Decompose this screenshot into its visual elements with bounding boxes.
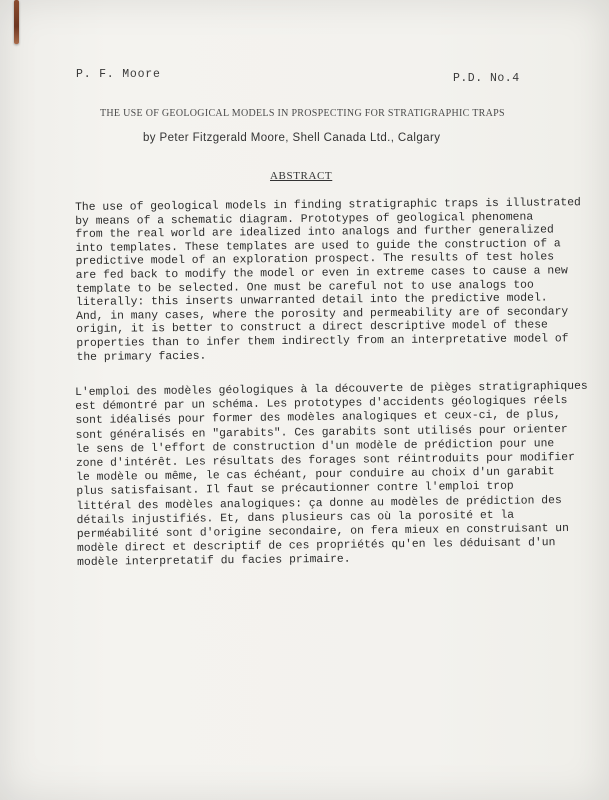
abstract-en-line: into templates. These templates are used to guide the construction of a xyxy=(75,238,561,255)
abstract-en-line: template to be selected. One must be careful not to use analogs too xyxy=(75,279,534,296)
abstract-en-line: predictive model of an exploration prospect. The results of test holes xyxy=(75,251,555,269)
abstract-en-line: literally: this inserts unwarranted detail into the predictive model. xyxy=(75,292,548,310)
abstract-en-line: properties than to infer them indirectly from an interpretative model of xyxy=(76,333,569,350)
abstract-en-line: by means of a schematic diagram. Prototypes of geological phenomena xyxy=(75,211,534,228)
byline: by Peter Fitzgerald Moore, Shell Canada Ltd., Calgary xyxy=(143,132,441,144)
abstract-fr-line: sont idéalisés pour former des modèles analogiques et ceux-ci, de plus, xyxy=(75,409,561,428)
abstract-en-line: The use of geological models in finding stratigraphic traps is illustrated xyxy=(75,197,581,214)
abstract-french xyxy=(75,380,590,571)
abstract-en-line: And, in many cases, where the porosity and permeability are of secondary xyxy=(76,306,569,323)
abstract-en-line: from the real world are idealized into analogs and further generalized xyxy=(75,224,554,242)
abstract-fr-line: L'emploi des modèles géologiques à la découverte de pièges stratigraphiques xyxy=(75,380,588,399)
abstract-fr-line: détails injustifiés. Et, dans plusieurs cas où la porosité et la xyxy=(76,509,515,527)
abstract-fr-line: perméabilité sont d'origine secondaire, on fera mieux en construisant un xyxy=(76,523,570,542)
abstract-english xyxy=(75,197,582,365)
abstract-fr-line: plus satisfaisant. Il faut se précautionner contre l'emploi trop xyxy=(76,481,514,499)
abstract-fr-line: littéral des modèles analogiques: ça donne au modèles de prédiction des xyxy=(76,494,562,513)
abstract-fr-line: le modèle ou même, le cas échéant, pour conduire au choix d'un garabit xyxy=(76,466,555,485)
abstract-heading: ABSTRACT xyxy=(270,170,333,182)
abstract-fr-line: modèle direct et descriptif de ces propriétés qu'en les déduisant d'un xyxy=(76,537,556,556)
abstract-en-line: origin, it is better to construct a direct descriptive model of these xyxy=(76,319,548,337)
abstract-en-line: the primary facies. xyxy=(76,350,207,364)
document-number: P.D. No.4 xyxy=(453,72,520,85)
paper-title: THE USE OF GEOLOGICAL MODELS IN PROSPECTING FOR STRATIGRAPHIC TRAPS xyxy=(100,108,505,119)
author-initials: P. F. Moore xyxy=(76,68,161,81)
abstract-fr-line: modèle interpretatif du facies primaire. xyxy=(77,554,351,570)
staple-mark xyxy=(14,0,19,44)
abstract-fr-line: sont généralisés en "garabits". Ces garabits sont utilisés pour orienter xyxy=(75,423,568,442)
abstract-en-line: are fed back to modify the model or even in extreme cases to cause a new xyxy=(75,265,568,282)
abstract-fr-line: est démontré par un schéma. Les prototypes d'accidents géologiques réels xyxy=(75,395,568,414)
abstract-fr-line: le sens de l'effort de construction d'un modèle de prédiction pour une xyxy=(75,437,555,456)
abstract-fr-line: zone d'intérêt. Les résultats des forages sont réintroduits pour modifier xyxy=(75,451,575,471)
